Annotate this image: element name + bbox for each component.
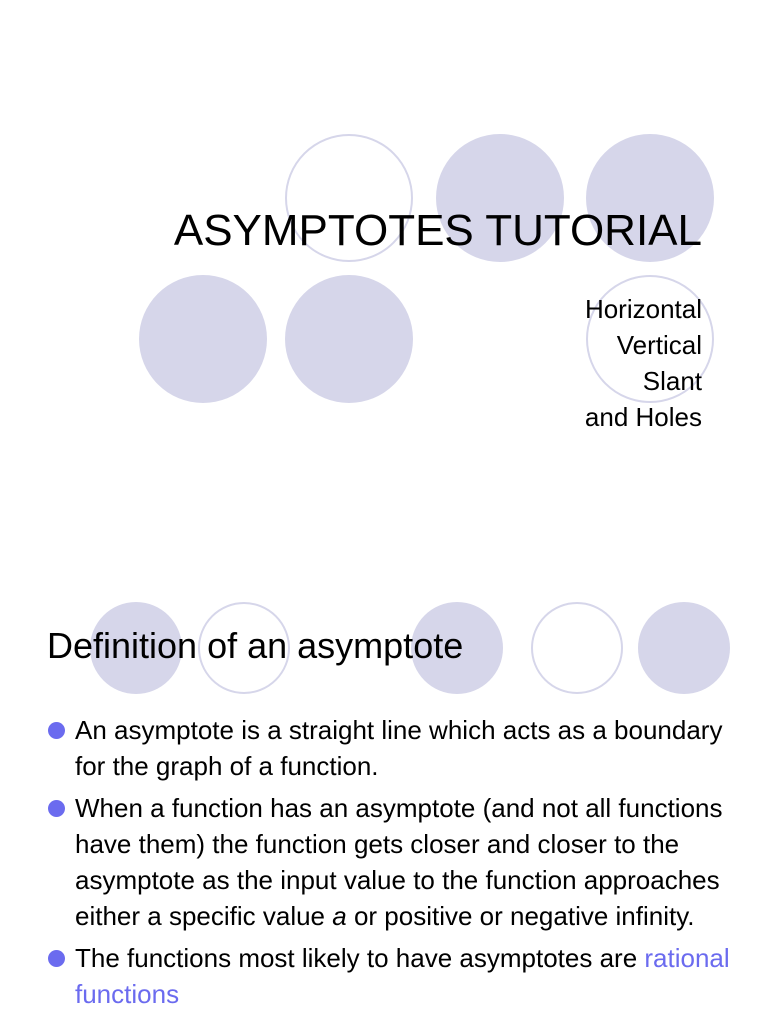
bullet-text: When a function has an asymptote (and not all functions have them) the function gets closer and closer to the asymptote as the input value to the function approaches either a specific value <box>75 793 723 931</box>
slide-title: Definition of an asymptote <box>47 625 464 666</box>
slide-subtitle <box>585 291 702 435</box>
bullet-text: An asymptote is a straight line which acts as a boundary for the graph of a function. <box>75 715 723 781</box>
decorative-circle <box>285 275 413 403</box>
subtitle-line: Horizontal <box>584 294 702 324</box>
list-item <box>48 940 738 1012</box>
slide-title: ASYMPTOTES TUTORIAL <box>173 206 702 255</box>
decorative-circle-outline <box>531 602 623 694</box>
bullet-icon <box>48 950 65 967</box>
italic-variable: a <box>332 901 347 931</box>
subtitle-line: and Holes <box>584 402 702 432</box>
list-item <box>48 712 738 784</box>
bullet-text: or positive or negative infinity. <box>346 901 695 931</box>
bullet-text: The functions most likely to have asymptotes are <box>75 943 645 973</box>
bullet-list <box>48 712 738 1018</box>
subtitle-line: Vertical <box>616 330 702 360</box>
subtitle-line: Slant <box>642 366 702 396</box>
definition-slide <box>0 562 768 1024</box>
bullet-icon <box>48 800 65 817</box>
bullet-icon <box>48 722 65 739</box>
decorative-circle <box>139 275 267 403</box>
rational-functions-link[interactable]: rational functions <box>75 943 730 1009</box>
list-item <box>48 790 738 934</box>
decorative-circle <box>638 602 730 694</box>
